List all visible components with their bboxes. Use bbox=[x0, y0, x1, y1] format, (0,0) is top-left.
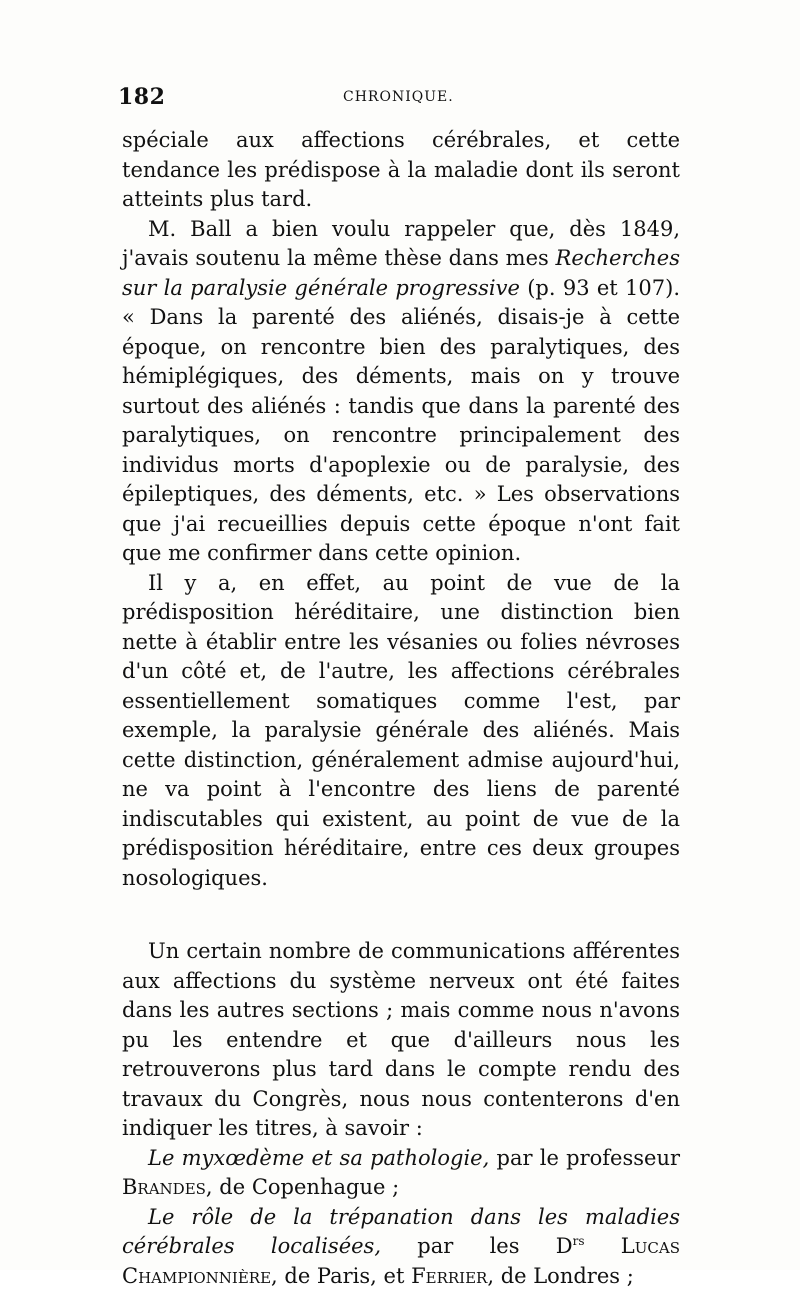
paragraph-predisposition bbox=[122, 569, 680, 894]
page-number: 182 bbox=[118, 84, 165, 110]
author-name: Brandes, bbox=[122, 1175, 213, 1199]
paragraph-text: Un certain nombre de communications afférentes aux affections du système nerveux ont été faites dans les autres sections ; mais comme nous n'avons pu les entendre et que d'ailleurs nous les retrouverons plus tard dans le compte rendu des travaux du Congrès, nous nous contenterons d'en indiquer les titres, à savoir : bbox=[122, 939, 680, 1140]
paragraph-ball bbox=[122, 215, 680, 569]
author-name: Lucas Championnière, bbox=[122, 1234, 680, 1288]
running-head: CHRONIQUE. bbox=[343, 89, 454, 105]
paragraph-text: Il y a, en effet, au point de vue de la prédisposition héréditaire, une distinction bien nette à établir entre les vésanies ou folies névroses d'un côté et, de l'autre, les affections cérébrales essentiellement somatiques comme l'est, par exemple, la paralysie générale des aliénés. Mais cette distinction, généralement admise aujourd'hui, ne va point à l'encontre des liens de parenté indiscutables qui existent, au point de vue de la prédisposition héréditaire, entre ces deux groupes nosologiques. bbox=[122, 571, 680, 890]
paragraph-continuation bbox=[122, 126, 680, 215]
author-name: Ferrier, bbox=[411, 1264, 494, 1288]
paragraph-text: (p. 93 et 107). « Dans la parenté des aliénés, disais-je à cette époque, on rencontre bien des paralytiques, des hémiplégiques, des déments, mais on y trouve surtout des aliénés : tandis que dans la parenté des paralytiques, on rencontre principalement des individus morts d'apoplexie ou de paralysie, des épileptiques, des déments, etc. » Les observations que j'ai recueillies depuis cette époque n'ont fait que me confirmer dans cette opinion. bbox=[122, 276, 680, 566]
paragraph-text: M. Ball a bien voulu rappeler que, dès 1849, j'avais soutenu la même thèse dans mes bbox=[122, 217, 680, 271]
paragraph-text: de Paris, et bbox=[278, 1264, 411, 1288]
paragraph-text: de Londres ; bbox=[494, 1264, 634, 1288]
body-text bbox=[122, 126, 680, 1291]
communication-title: Le rôle de la trépanation dans les maladies cérébrales localisées, bbox=[122, 1205, 680, 1259]
paragraph-text: par le professeur bbox=[489, 1146, 680, 1170]
section-gap bbox=[122, 893, 680, 937]
paragraph-text: spéciale aux affections cérébrales, et cette tendance les prédispose à la maladie dont ils seront atteints plus tard. bbox=[122, 128, 680, 211]
list-item-myxoedeme bbox=[122, 1144, 680, 1203]
paragraph-text: de Copenhague ; bbox=[213, 1175, 400, 1199]
list-item-trepanation bbox=[122, 1203, 680, 1291]
work-title: Recherches sur la paralysie générale progressive bbox=[122, 246, 680, 300]
communication-title: Le myxœdème et sa pathologie, bbox=[148, 1146, 489, 1170]
superscript: rs bbox=[573, 1234, 585, 1248]
paragraph-text: par les D bbox=[381, 1234, 573, 1258]
page-header bbox=[118, 84, 680, 114]
paragraph-communications bbox=[122, 937, 680, 1144]
